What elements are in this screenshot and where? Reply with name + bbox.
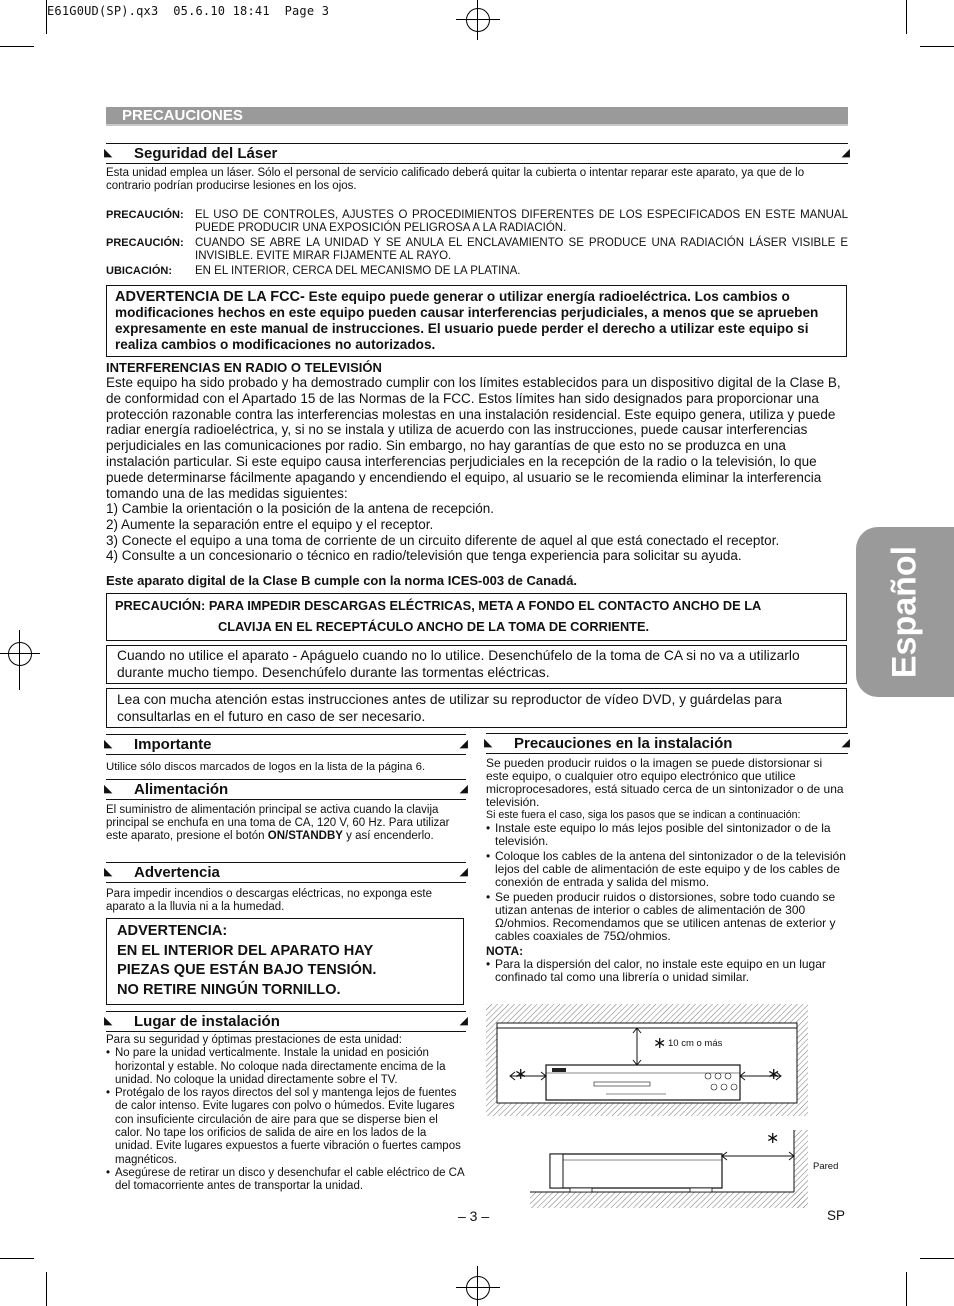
list-item: • Se pueden producir ruidos o distorsiones, sobre todo cuando se utizan antenas de interior o cables de alimentación de 300 Ω/ohmios. Recomendamos que se utilicen antenas de exterior y cables coaxiales de 75Ω/ohmios. <box>486 891 848 943</box>
alimentacion-title: Alimentación <box>134 781 229 798</box>
caution-text: EL USO DE CONTROLES, AJUSTES O PROCEDIMIENTOS DIFERENTES DE LOS ESPECIFICADOS EN ESTE MANUAL PUEDE PRODUCIR UNA EXPOSICIÓN PELIGROSA A LA RADIACIÓN. <box>195 209 848 234</box>
clearance-star: ∗ <box>514 1066 528 1083</box>
read-instructions-text: Lea con mucha atención estas instrucciones antes de utilizar su reproductor de vídeo DVD, y guárdelas para consultarlas en el futuro en caso de ser necesario. <box>117 692 782 724</box>
crop-mark <box>456 19 500 20</box>
caution-text: CUANDO SE ABRE LA UNIDAD Y SE ANULA EL ENCLAVAMIENTO SE PRODUCE UNA RADIACIÓN LÁSER VISIBLE E INVISIBLE. EVITE MIRAR FIJAMENTE AL RAYO. <box>195 237 848 262</box>
fcc-warning-box <box>106 285 847 357</box>
alimentacion-heading <box>106 779 466 800</box>
caution-label: PRECAUCIÓN: <box>106 237 184 249</box>
alimentacion-text <box>106 804 456 843</box>
interference-step: 2) Aumente la separación entre el equipo y el receptor. <box>106 516 434 532</box>
lugar-title: Lugar de instalación <box>134 1013 280 1030</box>
arrow-left-icon: ◣ <box>484 737 493 749</box>
fcc-warning-body: Este equipo puede generar o utilizar energía radioeléctrica. Los cambios o modificaciones hechos en este equipo pueden causar interferencias perjudiciales, a menos que se aprueben expresamente en este manual de instrucciones. El usuario puede perder el derecho a utilizar este equipo si realiza cambios o modificaciones no autorizados. <box>115 289 819 352</box>
laser-intro: Esta unidad emplea un láser. Sólo el personal de servicio calificado deberá quitar la cubierta o intentar reparar este aparato, ya que de lo contrario podrían producirse lesiones en los ojos. <box>106 167 805 192</box>
laser-safety-title: Seguridad del Láser <box>134 145 278 162</box>
crop-mark <box>920 46 954 47</box>
section-title: PRECAUCIONES <box>122 107 243 124</box>
laser-caution-list <box>106 209 848 278</box>
interference-heading: INTERFERENCIAS EN RADIO O TELEVISIÓN <box>106 360 382 375</box>
crop-mark <box>906 1272 907 1306</box>
tension-warning-line: NO RETIRE NINGÚN TORNILLO. <box>117 981 341 998</box>
crop-mark <box>0 653 40 654</box>
arrow-right-icon: ◢ <box>459 866 468 878</box>
clearance-star: ∗ <box>766 1130 780 1147</box>
arrow-right-icon: ◢ <box>459 738 468 750</box>
arrow-right-icon: ◢ <box>841 737 850 749</box>
tension-warning-text <box>117 922 376 1000</box>
instalacion-heading <box>486 733 848 754</box>
instalacion-intro: Se pueden producir ruidos o la imagen se puede distorsionar si este equipo, o cualquier otro equipo electrónico que utilice microprocesadores, está situado cerca de un sintonizador o de una televisión. <box>486 756 844 809</box>
registration-mark <box>8 642 32 666</box>
tension-warning-line: PIEZAS QUE ESTÁN BAJO TENSIÓN. <box>117 962 377 979</box>
page-number: – 3 – <box>458 1208 490 1224</box>
read-instructions-box <box>106 688 847 728</box>
list-item: • Protégalo de los rayos directos del sol y mantenga lejos de fuentes de calor intenso. Evite lugares con polvo o húmedos. Evite lugares con insuficiente circulación de aire para que se disperse bien el calor. No tape los orificios de salida de aire en los lados de la unidad. Evite lugares expuestos a fuerte vibración o fuertes campos magnéticos. <box>106 1087 465 1167</box>
arrow-left-icon: ◣ <box>104 783 113 795</box>
list-item: • No pare la unidad verticalmente. Instale la unidad en posición horizontal y estable. No coloque nada directamente encima de la unidad. No coloque la unidad directamente sobre el TV. <box>106 1047 450 1087</box>
tension-warning-line: EN EL INTERIOR DEL APARATO HAY <box>117 942 374 959</box>
caution-label: UBICACIÓN: <box>106 265 172 277</box>
crop-mark <box>477 0 478 40</box>
registration-mark <box>466 8 490 32</box>
crop-mark <box>920 1258 954 1259</box>
caution-label: PRECAUCIÓN: <box>106 209 184 221</box>
crop-mark <box>19 630 20 690</box>
crop-mark <box>46 1272 47 1306</box>
instalacion-text <box>486 757 848 984</box>
tension-warning-box <box>106 918 464 1005</box>
clearance-top-svg <box>486 1004 808 1116</box>
arrow-right-icon: ◢ <box>459 783 468 795</box>
lugar-heading <box>106 1011 466 1032</box>
caution-row <box>106 209 848 235</box>
shock-caution-line2: CLAVIJA EN EL RECEPTÁCULO ANCHO DE LA TOMA DE CORRIENTE. <box>218 619 650 634</box>
interference-step: 3) Conecte el equipo a una toma de corriente de un circuito diferente de aquel al que está conectado el receptor. <box>106 532 780 548</box>
section-band <box>106 107 848 124</box>
nota-label: NOTA: <box>486 944 524 958</box>
clearance-diagram-top <box>486 1004 808 1116</box>
unplug-note-box <box>106 645 847 684</box>
advertencia-text: Para impedir incendios o descargas eléctricas, no exponga este aparato a la lluvia ni a la humedad. <box>106 888 433 913</box>
importante-title: Importante <box>134 736 212 753</box>
arrow-right-icon: ◢ <box>459 1015 468 1027</box>
shock-caution-box <box>106 593 847 641</box>
list-item: • Coloque los cables de la antena del sintonizador o de la televisión lejos del cable de alimentación de este equipo y de los cables de conexión de entrada y salida del mismo. <box>486 850 848 889</box>
crop-mark <box>477 1266 478 1306</box>
importante-heading <box>106 734 466 755</box>
arrow-left-icon: ◣ <box>104 147 113 159</box>
wall-label: Pared <box>813 1161 839 1172</box>
unplug-note-text: Cuando no utilice el aparato - Apáguelo cuando no lo utilice. Desenchúfelo de la toma de CA si no va a utilizarlo durante mucho tiempo. Desenchúfelo durante las tormentas eléctricas. <box>117 648 800 680</box>
arrow-left-icon: ◣ <box>104 738 113 750</box>
list-item: • Instale este equipo lo más lejos posible del sintonizador o de la televisión. <box>486 822 848 848</box>
laser-safety-heading <box>106 143 848 164</box>
crop-mark <box>906 0 907 34</box>
list-item: • Asegúrese de retirar un disco y desenchufar el cable eléctrico de CA del tomacorriente antes de transportar la unidad. <box>106 1167 467 1194</box>
clearance-star: ∗ <box>653 1035 667 1052</box>
caution-row <box>106 265 848 278</box>
instalacion-intro-small: Si este fuera el caso, siga los pasos que se indican a continuación: <box>486 809 801 821</box>
arrow-right-icon: ◢ <box>841 147 850 159</box>
crop-mark <box>456 1287 500 1288</box>
lugar-text <box>106 1034 466 1194</box>
registration-mark <box>466 1276 490 1300</box>
clearance-label: 10 cm o más <box>668 1038 723 1049</box>
clearance-diagram-side <box>530 1130 839 1208</box>
caution-text: EN EL INTERIOR, CERCA DEL MECANISMO DE LA PLATINA. <box>195 265 521 277</box>
advertencia-heading <box>106 862 466 883</box>
crop-mark <box>0 46 34 47</box>
list-item: • Para la dispersión del calor, no instale este equipo en un lugar confinado tal como una librería o unidad similar. <box>486 958 848 984</box>
ices-compliance: Este aparato digital de la Clase B cumple con la norma ICES-003 de Canadá. <box>106 573 578 588</box>
section-band-underline <box>106 124 848 126</box>
interference-steps <box>106 501 848 564</box>
arrow-left-icon: ◣ <box>104 866 113 878</box>
interference-step: 4) Consulte a un concesionario o técnico en radio/televisión que tenga experiencia para solicitar su ayuda. <box>106 548 742 564</box>
interference-body: Este equipo ha sido probado y ha demostrado cumplir con los límites establecidos para un dispositivo digital de la Clase B, de conformidad con el Apartado 15 de las Normas de la FCC. Estos límites han sido designados para proporcionar una protección razonable contra las interferencias molestas en una instalación residencial. Este equipo genera, utiliza y puede radiar energía radioeléctrica, y, si no se instala y utiliza de acuerdo con las instrucciones, puede causar interferencias perjudiciales en las comunicaciones por radio. Sin embargo, no hay garantías de que esto no se produzca en una instalación particular. Si este equipo causa interferencias perjudiciales en la recepción de la radio o la televisión, lo que puede determinarse fácilmente apagando y encendiendo el equipo, al usuario se le recomienda eliminar la interferencia tomando una de las medidas siguientes: <box>106 375 841 501</box>
caution-row <box>106 237 848 263</box>
interference-step: 1) Cambie la orientación o la posición de la antena de recepción. <box>106 501 494 516</box>
fcc-warning-title: ADVERTENCIA DE LA FCC- <box>115 289 305 305</box>
alimentacion-body: El suministro de alimentación principal se activa cuando la clavija principal se enchufa en una toma de CA, 120 V, 60 Hz. Para utilizar este aparato, presione el botón <box>106 804 450 842</box>
fcc-warning-text <box>115 289 838 353</box>
crop-mark <box>0 1258 34 1259</box>
tension-warning-line: ADVERTENCIA: <box>117 923 228 939</box>
on-standby-label: ON/STANDBY <box>267 830 343 842</box>
arrow-left-icon: ◣ <box>104 1015 113 1027</box>
instalacion-title: Precauciones en la instalación <box>514 735 733 752</box>
language-code: SP <box>827 1208 846 1223</box>
importante-text: Utilice sólo discos marcados de logos en la lista de la página 6. <box>106 761 426 773</box>
shock-caution-line1: PRECAUCIÓN: PARA IMPEDIR DESCARGAS ELÉCTRICAS, META A FONDO EL CONTACTO ANCHO DE LA <box>115 598 762 613</box>
alimentacion-tail: y así encenderlo. <box>342 830 434 842</box>
advertencia-title: Advertencia <box>134 864 220 881</box>
file-info-header: E61G0UD(SP).qx3 05.6.10 18:41 Page 3 <box>47 4 330 18</box>
language-tab-label: Español <box>885 545 924 679</box>
lugar-intro: Para su seguridad y óptimas prestaciones de esta unidad: <box>106 1034 402 1046</box>
clearance-star: ∗ <box>767 1066 781 1083</box>
